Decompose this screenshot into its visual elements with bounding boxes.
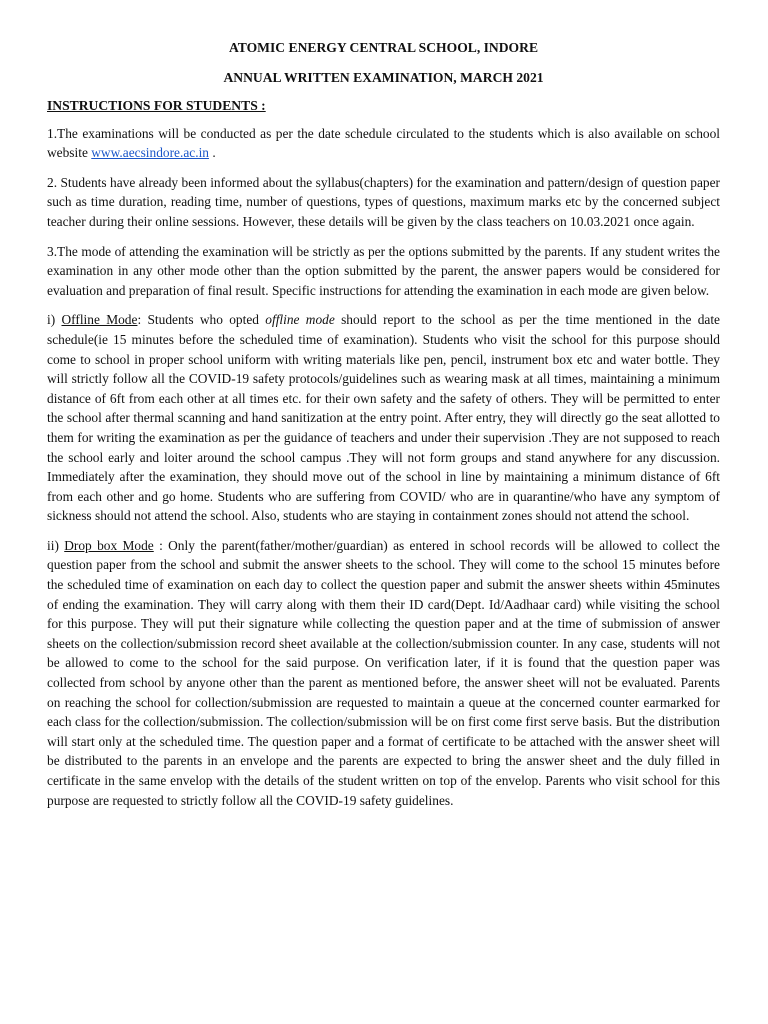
paragraph-2: 2. Students have already been informed about the syllabus(chapters) for the examination and pattern/design of question paper such as time duration, reading time, number of questions, types of questions, maximum marks etc by the concerned subject teacher during their online sessions. However, these details will be given by the class teachers on 10.03.2021 once again. [47,174,720,229]
paragraph-1 [47,124,720,163]
exam-title: ANNUAL WRITTEN EXAMINATION, MARCH 2021 [223,70,544,85]
dropbox-mode-label: Drop box Mode [64,537,154,553]
offline-mode-paragraph [47,310,720,526]
paragraph-1-end: . [209,145,216,161]
dropbox-text: : Only the parent(father/mother/guardian) as entered in school records will be allowed to collect the question paper from the school and submit the answer sheets to the school. They will come to the school 15 minutes before the scheduled time of examination on each day to collect the question paper and submit the answer sheets within 45minutes of ending the examination. They will carry along with them their ID card(Dept. Id/Aadhaar card) while visiting the school for this purpose. They will put their signature while collecting the question paper and at the time of submission of answer sheets on the collection/submission record sheet available at the collection/submission counter. In any case, students will not be allowed to come to the school for the said purpose. On verification later, if it is found that the question paper was collected from school by anyone other than the parent as mentioned before, the answer sheet will not be evaluated. Parents on reaching the school for collection/submission are requested to maintain a queue at the concerned counter earmarked for each class for the collection/submission. The collection/submission will be on first come first serve basis. But the distribution will start only at the scheduled time. The question paper and a format of certificate to be attached with the answer sheet will be distributed to the parents in an envelope and the parents are expected to bring the answer sheet and the duly filled in certificate in the same envelop with the details of the student written on top of the envelop. Parents who visit school for this purpose are requested to strictly follow all the COVID-19 safety guidelines. [47,537,720,808]
offline-prefix: i) [47,312,62,328]
offline-mode-italic: offline mode [265,312,335,328]
school-website-link[interactable]: www.aecsindore.ac.in [91,145,210,161]
school-name: ATOMIC ENERGY CENTRAL SCHOOL, INDORE [228,40,539,55]
paragraph-1-text: 1.The examinations will be conducted as per the date schedule circulated to the students which is also available on school website [47,125,720,161]
dropbox-mode-paragraph [47,536,720,810]
dropbox-prefix: ii) [47,537,65,553]
offline-part-1: : Students who opted [137,312,266,328]
offline-mode-label: Offline Mode [61,312,138,328]
paragraph-3: 3.The mode of attending the examination will be strictly as per the options submitted by the parents. If any student writes the examination in any other mode other than the option submitted by the parent, the answer papers would be considered for evaluation and preparation of final result. Specific instructions for attending the examination in each mode are given below. [47,243,720,298]
offline-part-2: should report to the school as per the time mentioned in the date schedule(ie 15 minutes before the scheduled time of examination). Students who visit the school for this purpose should come to school in proper school uniform with writing materials like pen, pencil, instrument box etc and water bottle. They will strictly follow all the COVID-19 safety protocols/guidelines such as wearing mask at all times, maintaining a minimum distance of 6ft from each other at all times etc. for their own safety and the safety of others. They will be permitted to enter the school after thermal scanning and hand sanitization at the entry point. After entry, they will directly go the seat allotted to them for writing the examination as per the guidance of teachers and under their supervision .They are not supposed to reach the school early and loiter around the school campus .They will not form groups and stand anywhere for any discussion. Immediately after the examination, they should move out of the school in line by maintaining a minimum distance of 6ft from each other and go home. Students who are suffering from COVID/ who are in quarantine/who have any symptom of sickness should not attend the school. Also, students who are staying in containment zones should not attend the school. [47,312,720,524]
instructions-heading: INSTRUCTIONS FOR STUDENTS : [47,98,266,113]
